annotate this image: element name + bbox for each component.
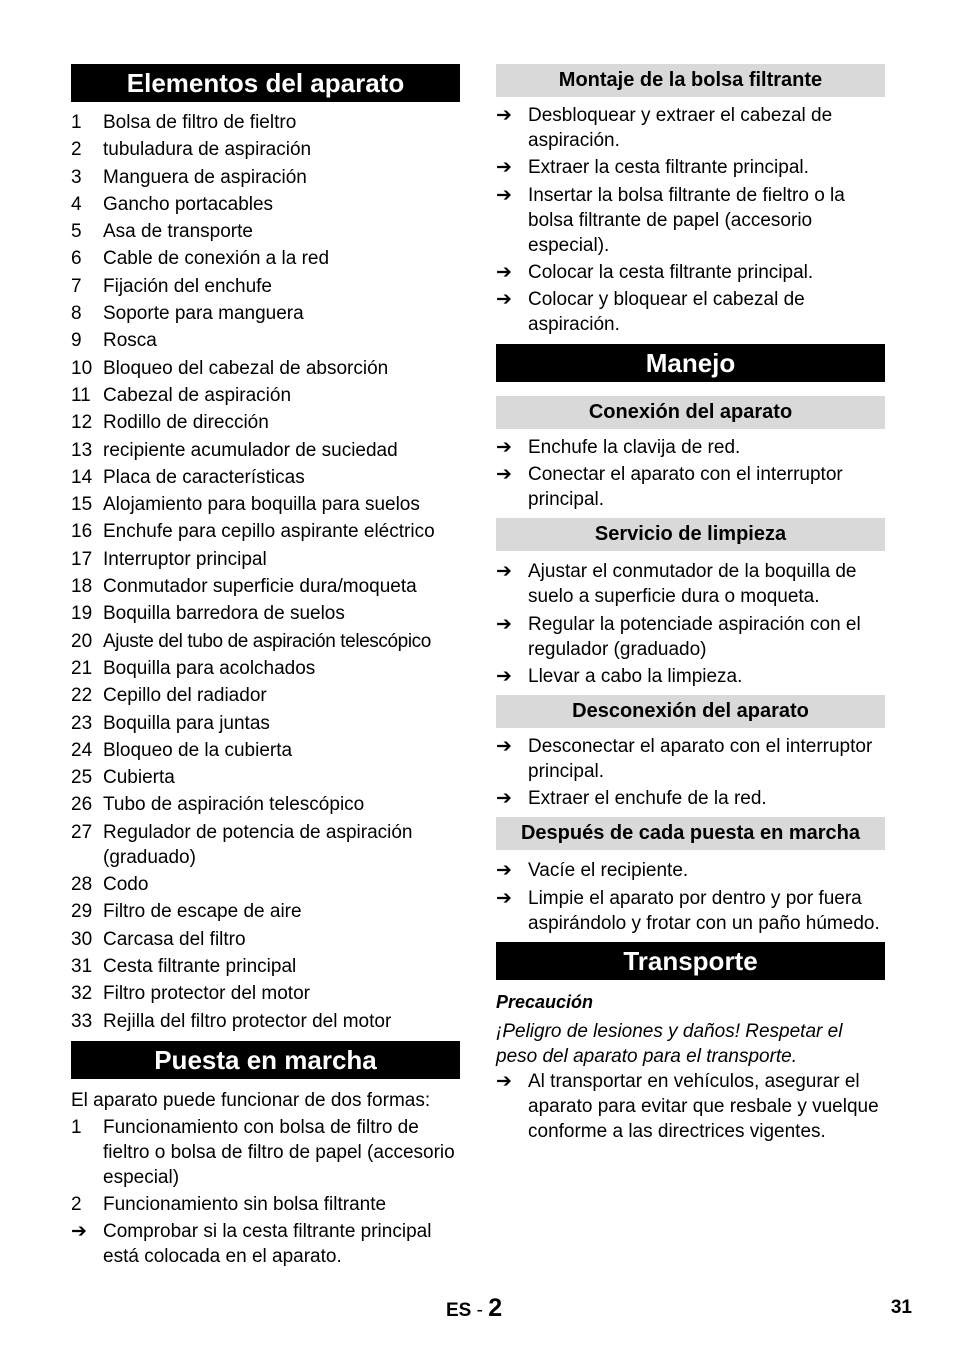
page-footer-section [446,1293,502,1326]
item-number: 3 [71,166,82,188]
item-number: 13 [71,439,93,461]
list-item [71,328,460,353]
arrow-icon: ➔ [496,736,512,758]
item-text: Placa de características [103,466,305,488]
item-text: Codo [103,874,149,896]
step-item [496,260,885,285]
step-text: Al transportar en vehículos, asegurar el aparato para evitar que resbale y vuelque conforme a las directrices vigentes. [528,1070,879,1142]
arrow-icon: ➔ [496,289,512,311]
list-item [71,1009,460,1034]
despues-steps [496,858,885,935]
list-item [71,219,460,244]
page-number: 31 [890,1297,912,1318]
item-number: 25 [71,767,93,789]
step-text: Comprobar si la cesta filtrante principal está colocada en el aparato. [103,1221,432,1268]
step-item [496,612,885,662]
item-number: 20 [71,630,93,652]
precaucion-text: ¡Peligro de lesiones y daños! Respetar el peso del aparato para el transporte. [496,1020,843,1067]
arrow-icon: ➔ [496,464,512,486]
item-text: Manguera de aspiración [103,166,307,188]
item-number: 1 [71,1116,82,1138]
item-text: Bloqueo de la cubierta [103,739,293,761]
item-text: Boquilla barredora de suelos [103,603,345,625]
item-text: Bolsa de filtro de fieltro [103,112,297,133]
item-text: Rodillo de dirección [103,412,269,434]
servicio-heading: Servicio de limpieza [496,518,885,551]
step-item [496,287,885,337]
arrow-icon: ➔ [496,184,512,206]
item-number: 32 [71,983,93,1005]
desconexion-steps [496,734,885,811]
step-item [496,183,885,258]
list-item [71,165,460,190]
item-text: Fijación del enchufe [103,275,272,297]
step-item [496,886,885,936]
list-item [71,927,460,952]
list-item [71,492,460,517]
item-number: 5 [71,221,82,243]
list-item [71,792,460,817]
precaucion-label: Precaución [496,991,594,1012]
elementos-list [71,110,460,1034]
step-text: Vacíe el recipiente. [528,860,689,882]
step-text: Desbloquear y extraer el cabezal de aspiración. [528,105,833,151]
desconexion-heading: Desconexión del aparato [496,695,885,728]
step-text: Desconectar el aparato con el interruptor principal. [528,736,873,783]
item-text: Regulador de potencia de aspiración (graduado) [103,821,413,868]
item-number: 14 [71,466,93,488]
servicio-steps [496,559,885,689]
list-item [71,872,460,897]
item-number: 21 [71,657,93,679]
puesta-intro: El aparato puede funcionar de dos formas: [71,1089,431,1111]
item-text: recipiente acumulador de suciedad [103,439,398,461]
item-number: 33 [71,1010,93,1032]
list-item [71,1192,460,1217]
item-text: Ajuste del tubo de aspiración telescópico [103,630,431,652]
item-text: Funcionamiento sin bolsa filtrante [103,1193,387,1215]
item-number: 27 [71,821,93,843]
step-item [496,734,885,784]
item-number: 10 [71,357,93,379]
list-item [71,820,460,870]
item-text: Boquilla para acolchados [103,657,316,679]
list-item [71,110,460,135]
arrow-icon: ➔ [496,105,512,126]
item-text: Filtro protector del motor [103,983,310,1005]
right-column [496,64,885,1146]
item-number: 18 [71,576,93,598]
list-item [71,574,460,599]
item-number: 7 [71,275,82,297]
left-column [71,64,460,1271]
item-number: 2 [71,1193,82,1215]
montaje-heading: Montaje de la bolsa filtrante [496,64,885,97]
step-text: Ajustar el conmutador de la boquilla de suelo a superficie dura o moqueta. [528,561,857,608]
list-item [71,601,460,626]
item-number: 1 [71,112,82,133]
item-text: Asa de transporte [103,221,253,243]
puesta-heading: Puesta en marcha [71,1041,460,1079]
list-item [71,465,460,490]
item-number: 29 [71,901,93,923]
step-text: Conectar el aparato con el interruptor principal. [528,464,843,511]
list-item [71,410,460,435]
item-text: Bloqueo del cabezal de absorción [103,357,389,379]
arrow-icon: ➔ [496,788,512,810]
item-text: Rejilla del filtro protector del motor [103,1010,392,1032]
step-text: Extraer la cesta filtrante principal. [528,157,809,179]
list-item [71,765,460,790]
step-text: Limpie el aparato por dentro y por fuera aspirándolo y frotar con un paño húmedo. [528,887,880,934]
montaje-steps [496,103,885,337]
arrow-icon: ➔ [496,561,512,583]
list-item [71,438,460,463]
arrow-icon: ➔ [71,1221,87,1243]
item-number: 23 [71,712,93,734]
item-number: 2 [71,139,82,161]
item-number: 26 [71,794,93,816]
item-number: 31 [71,955,93,977]
arrow-icon: ➔ [496,1070,512,1092]
step-item [496,462,885,512]
arrow-icon: ➔ [496,613,512,635]
conexion-steps [496,435,885,512]
step-text: Colocar la cesta filtrante principal. [528,261,814,283]
step-item [496,559,885,609]
step-item [496,1069,885,1144]
list-item [71,547,460,572]
list-item [71,629,460,654]
list-item [71,656,460,681]
item-number: 24 [71,739,93,761]
arrow-icon: ➔ [496,887,512,909]
item-number: 19 [71,603,93,625]
arrow-icon: ➔ [496,157,512,179]
item-text: Funcionamiento con bolsa de filtro de fieltro o bolsa de filtro de papel (accesorio especial) [103,1116,455,1188]
step-text: Llevar a cabo la limpieza. [528,666,743,688]
step-text: Colocar y bloquear el cabezal de aspiración. [528,289,805,336]
item-number: 11 [71,384,91,406]
list-item [71,383,460,408]
arrow-icon: ➔ [496,437,512,459]
step-item [496,435,885,460]
step-text: Enchufe la clavija de red. [528,437,741,459]
manejo-heading: Manejo [496,344,885,382]
item-text: Alojamiento para boquilla para suelos [103,494,420,516]
list-item [71,981,460,1006]
item-text: Tubo de aspiración telescópico [103,794,365,816]
item-text: Cepillo del radiador [103,685,267,707]
item-number: 28 [71,874,93,896]
item-number: 9 [71,330,82,352]
step-item [71,1219,460,1269]
footer-lang: ES [446,1300,472,1321]
list-item [71,711,460,736]
transporte-steps [496,1069,885,1144]
arrow-icon: ➔ [496,261,512,283]
item-text: Cable de conexión a la red [103,248,330,270]
elementos-heading: Elementos del aparato [71,64,460,102]
item-text: Cubierta [103,767,175,789]
item-number: 4 [71,193,82,215]
step-item [496,664,885,689]
step-item [496,155,885,180]
item-number: 15 [71,494,93,516]
list-item [71,738,460,763]
item-number: 16 [71,521,93,543]
step-item [496,858,885,883]
item-number: 6 [71,248,82,270]
item-text: Soporte para manguera [103,303,304,325]
item-text: Gancho portacables [103,193,274,215]
list-item [71,683,460,708]
item-text: Carcasa del filtro [103,928,246,950]
list-item [71,274,460,299]
list-item [71,137,460,162]
list-item [71,899,460,924]
item-text: Boquilla para juntas [103,712,270,734]
item-number: 12 [71,412,93,434]
item-number: 22 [71,685,93,707]
item-number: 17 [71,548,93,570]
list-item [71,301,460,326]
footer-dash: - [476,1300,483,1321]
step-item [496,103,885,153]
step-text: Regular la potenciade aspiración con el regulador (graduado) [528,613,861,660]
item-number: 30 [71,928,93,950]
item-text: Interruptor principal [103,548,267,570]
step-text: Insertar la bolsa filtrante de fieltro o la bolsa filtrante de papel (accesorio especial). [528,184,845,256]
step-item [496,786,885,811]
despues-heading: Después de cada puesta en marcha [496,817,885,850]
arrow-icon: ➔ [496,666,512,688]
footer-section-page: 2 [488,1294,503,1322]
step-text: Extraer el enchufe de la red. [528,788,767,810]
item-number: 8 [71,303,82,325]
item-text: Filtro de escape de aire [103,901,302,923]
list-item [71,246,460,271]
item-text: Rosca [103,330,157,352]
list-item [71,519,460,544]
item-text: Cesta filtrante principal [103,955,297,977]
transporte-heading: Transporte [496,942,885,980]
item-text: Cabezal de aspiración [103,384,292,406]
item-text: Enchufe para cepillo aspirante eléctrico [103,521,435,543]
item-text: Conmutador superficie dura/moqueta [103,576,417,598]
conexion-heading: Conexión del aparato [496,396,885,429]
item-text: tubuladura de aspiración [103,139,312,161]
list-item [71,1115,460,1190]
list-item [71,356,460,381]
list-item [71,954,460,979]
arrow-icon: ➔ [496,860,512,882]
list-item [71,192,460,217]
